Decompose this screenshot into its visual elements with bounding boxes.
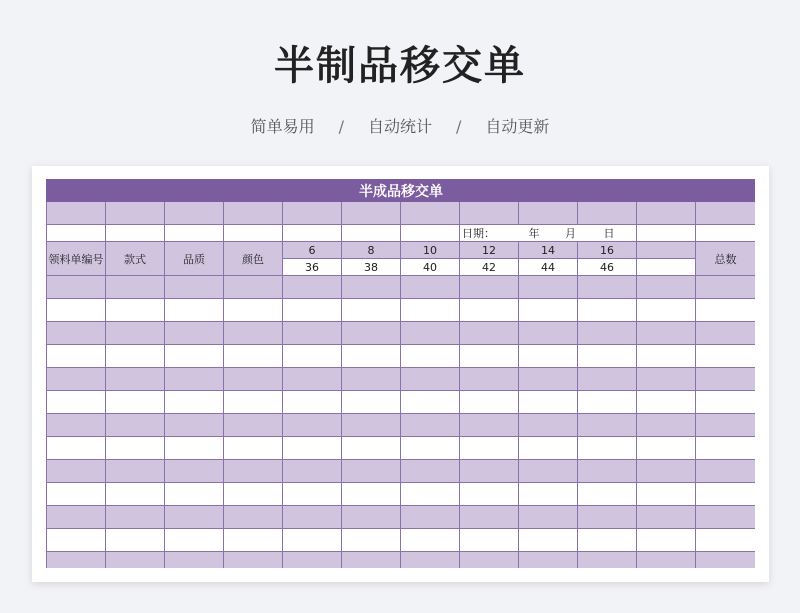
cell[interactable] bbox=[401, 299, 460, 322]
transfer-table bbox=[46, 179, 755, 568]
cell[interactable] bbox=[224, 483, 283, 506]
cell[interactable] bbox=[106, 414, 165, 437]
cell[interactable] bbox=[342, 202, 401, 225]
table-row bbox=[47, 322, 756, 345]
cell[interactable] bbox=[106, 299, 165, 322]
cell[interactable] bbox=[401, 437, 460, 460]
cell[interactable] bbox=[342, 506, 401, 529]
cell[interactable] bbox=[519, 202, 578, 225]
cell[interactable] bbox=[47, 414, 106, 437]
cell[interactable] bbox=[47, 552, 106, 569]
cell[interactable] bbox=[224, 322, 283, 345]
cell[interactable] bbox=[519, 483, 578, 506]
cell[interactable] bbox=[47, 483, 106, 506]
cell[interactable] bbox=[224, 391, 283, 414]
cell[interactable] bbox=[401, 506, 460, 529]
cell[interactable] bbox=[165, 460, 224, 483]
cell[interactable] bbox=[519, 552, 578, 569]
cell[interactable] bbox=[106, 368, 165, 391]
cell[interactable] bbox=[47, 322, 106, 345]
cell[interactable] bbox=[460, 202, 519, 225]
cell[interactable] bbox=[401, 460, 460, 483]
cell[interactable] bbox=[519, 529, 578, 552]
cell[interactable] bbox=[106, 322, 165, 345]
cell[interactable] bbox=[342, 552, 401, 569]
feature-tags bbox=[0, 114, 800, 137]
date-row bbox=[47, 225, 756, 242]
cell[interactable] bbox=[460, 437, 519, 460]
cell[interactable] bbox=[106, 529, 165, 552]
cell[interactable] bbox=[47, 276, 106, 299]
size-bottom: 42 bbox=[460, 259, 519, 276]
cell[interactable] bbox=[165, 345, 224, 368]
tag-simple: 简单易用 bbox=[250, 117, 315, 136]
cell[interactable] bbox=[460, 506, 519, 529]
cell[interactable] bbox=[519, 322, 578, 345]
cell[interactable] bbox=[696, 414, 756, 437]
cell[interactable] bbox=[696, 345, 756, 368]
cell[interactable] bbox=[224, 202, 283, 225]
cell[interactable] bbox=[106, 391, 165, 414]
cell[interactable] bbox=[224, 345, 283, 368]
date-year: 年 bbox=[528, 227, 540, 240]
cell[interactable] bbox=[283, 437, 342, 460]
cell[interactable] bbox=[106, 552, 165, 569]
table-row bbox=[47, 437, 756, 460]
cell[interactable] bbox=[106, 276, 165, 299]
cell[interactable] bbox=[283, 460, 342, 483]
header-total: 总数 bbox=[696, 242, 756, 276]
cell[interactable] bbox=[401, 483, 460, 506]
size-bottom: 46 bbox=[578, 259, 637, 276]
cell[interactable] bbox=[578, 391, 637, 414]
cell[interactable] bbox=[342, 437, 401, 460]
cell[interactable] bbox=[696, 225, 756, 242]
tag-separator: / bbox=[338, 117, 344, 136]
cell[interactable] bbox=[165, 552, 224, 569]
cell[interactable] bbox=[578, 460, 637, 483]
cell[interactable] bbox=[637, 299, 696, 322]
cell[interactable] bbox=[696, 529, 756, 552]
cell[interactable] bbox=[637, 437, 696, 460]
date-month: 月 bbox=[565, 227, 576, 240]
cell[interactable] bbox=[47, 529, 106, 552]
size-top: 10 bbox=[401, 242, 460, 259]
size-bottom: 40 bbox=[401, 259, 460, 276]
cell[interactable] bbox=[401, 414, 460, 437]
cell[interactable] bbox=[696, 322, 756, 345]
date-field[interactable] bbox=[460, 225, 637, 242]
cell[interactable] bbox=[696, 276, 756, 299]
cell[interactable] bbox=[224, 552, 283, 569]
cell[interactable] bbox=[342, 368, 401, 391]
cell[interactable] bbox=[165, 437, 224, 460]
cell[interactable] bbox=[460, 529, 519, 552]
cell[interactable] bbox=[460, 414, 519, 437]
cell[interactable] bbox=[637, 414, 696, 437]
cell[interactable] bbox=[519, 391, 578, 414]
cell[interactable] bbox=[578, 529, 637, 552]
cell[interactable] bbox=[47, 345, 106, 368]
cell[interactable] bbox=[696, 460, 756, 483]
cell[interactable] bbox=[283, 299, 342, 322]
cell[interactable] bbox=[342, 391, 401, 414]
cell[interactable] bbox=[47, 391, 106, 414]
cell[interactable] bbox=[224, 368, 283, 391]
size-row-top bbox=[47, 242, 756, 259]
table-row bbox=[47, 529, 756, 552]
size-top: 6 bbox=[283, 242, 342, 259]
cell[interactable] bbox=[696, 368, 756, 391]
page-title: 半制品移交单 bbox=[274, 43, 526, 89]
cell[interactable] bbox=[283, 483, 342, 506]
cell[interactable] bbox=[637, 483, 696, 506]
cell[interactable] bbox=[637, 202, 696, 225]
cell[interactable] bbox=[224, 299, 283, 322]
cell[interactable] bbox=[578, 414, 637, 437]
cell[interactable] bbox=[460, 460, 519, 483]
cell[interactable] bbox=[696, 299, 756, 322]
header-code: 领料单编号 bbox=[47, 242, 106, 276]
cell[interactable] bbox=[342, 345, 401, 368]
cell[interactable] bbox=[401, 368, 460, 391]
cell[interactable] bbox=[519, 437, 578, 460]
data-rows bbox=[47, 276, 756, 569]
cell[interactable] bbox=[106, 225, 165, 242]
cell[interactable] bbox=[283, 345, 342, 368]
cell[interactable] bbox=[519, 345, 578, 368]
cell[interactable] bbox=[224, 460, 283, 483]
cell[interactable] bbox=[342, 276, 401, 299]
cell[interactable] bbox=[106, 460, 165, 483]
cell[interactable] bbox=[106, 483, 165, 506]
cell[interactable] bbox=[283, 276, 342, 299]
cell[interactable] bbox=[637, 506, 696, 529]
header-quality: 品质 bbox=[165, 242, 224, 276]
cell[interactable] bbox=[637, 242, 696, 259]
size-bottom: 38 bbox=[342, 259, 401, 276]
cell[interactable] bbox=[401, 552, 460, 569]
cell[interactable] bbox=[460, 483, 519, 506]
cell[interactable] bbox=[165, 506, 224, 529]
cell[interactable] bbox=[460, 276, 519, 299]
cell[interactable] bbox=[578, 299, 637, 322]
cell[interactable] bbox=[283, 391, 342, 414]
cell[interactable] bbox=[165, 299, 224, 322]
cell[interactable] bbox=[283, 368, 342, 391]
cell[interactable] bbox=[401, 391, 460, 414]
cell[interactable] bbox=[401, 529, 460, 552]
sheet-title-row bbox=[47, 180, 756, 202]
table-row bbox=[47, 414, 756, 437]
cell[interactable] bbox=[224, 437, 283, 460]
cell[interactable] bbox=[47, 506, 106, 529]
cell[interactable] bbox=[165, 529, 224, 552]
cell[interactable] bbox=[637, 460, 696, 483]
table-row bbox=[47, 506, 756, 529]
cell[interactable] bbox=[696, 437, 756, 460]
cell[interactable] bbox=[342, 483, 401, 506]
cell[interactable] bbox=[637, 322, 696, 345]
cell[interactable] bbox=[106, 437, 165, 460]
cell[interactable] bbox=[696, 506, 756, 529]
table-row bbox=[47, 299, 756, 322]
cell[interactable] bbox=[696, 552, 756, 569]
cell[interactable] bbox=[401, 225, 460, 242]
cell[interactable] bbox=[283, 414, 342, 437]
cell[interactable] bbox=[47, 437, 106, 460]
cell[interactable] bbox=[637, 345, 696, 368]
cell[interactable] bbox=[696, 202, 756, 225]
cell[interactable] bbox=[460, 345, 519, 368]
cell[interactable] bbox=[283, 552, 342, 569]
cell[interactable] bbox=[578, 322, 637, 345]
cell[interactable] bbox=[283, 202, 342, 225]
cell[interactable] bbox=[47, 368, 106, 391]
cell[interactable] bbox=[47, 299, 106, 322]
cell[interactable] bbox=[342, 414, 401, 437]
tag-separator: / bbox=[456, 117, 462, 136]
size-top: 14 bbox=[519, 242, 578, 259]
cell[interactable] bbox=[637, 552, 696, 569]
cell[interactable] bbox=[165, 276, 224, 299]
date-day: 日 bbox=[603, 227, 615, 240]
transfer-sheet bbox=[46, 179, 755, 568]
cell[interactable] bbox=[342, 225, 401, 242]
blank-row bbox=[47, 202, 756, 225]
tag-auto-count: 自动统计 bbox=[367, 117, 432, 136]
cell[interactable] bbox=[224, 276, 283, 299]
date-label: 日期： bbox=[462, 227, 495, 240]
cell[interactable] bbox=[519, 299, 578, 322]
cell[interactable] bbox=[106, 202, 165, 225]
cell[interactable] bbox=[106, 345, 165, 368]
cell[interactable] bbox=[283, 322, 342, 345]
tag-auto-update: 自动更新 bbox=[485, 117, 550, 136]
cell[interactable] bbox=[460, 299, 519, 322]
cell[interactable] bbox=[165, 391, 224, 414]
cell[interactable] bbox=[224, 225, 283, 242]
cell[interactable] bbox=[519, 414, 578, 437]
cell[interactable] bbox=[578, 483, 637, 506]
cell[interactable] bbox=[342, 460, 401, 483]
header-color: 颜色 bbox=[224, 242, 283, 276]
cell[interactable] bbox=[578, 202, 637, 225]
cell[interactable] bbox=[165, 202, 224, 225]
cell[interactable] bbox=[578, 506, 637, 529]
cell[interactable] bbox=[106, 506, 165, 529]
cell[interactable] bbox=[519, 460, 578, 483]
cell[interactable] bbox=[460, 391, 519, 414]
cell[interactable] bbox=[637, 529, 696, 552]
cell[interactable] bbox=[401, 345, 460, 368]
cell[interactable] bbox=[578, 552, 637, 569]
size-bottom: 36 bbox=[283, 259, 342, 276]
cell[interactable] bbox=[696, 391, 756, 414]
cell[interactable] bbox=[342, 322, 401, 345]
table-row bbox=[47, 276, 756, 299]
table-row bbox=[47, 391, 756, 414]
cell[interactable] bbox=[165, 368, 224, 391]
cell[interactable] bbox=[637, 276, 696, 299]
cell[interactable] bbox=[224, 506, 283, 529]
cell[interactable] bbox=[47, 202, 106, 225]
cell[interactable] bbox=[283, 506, 342, 529]
cell[interactable] bbox=[401, 202, 460, 225]
size-top: 16 bbox=[578, 242, 637, 259]
cell[interactable] bbox=[519, 368, 578, 391]
cell[interactable] bbox=[401, 322, 460, 345]
cell[interactable] bbox=[460, 368, 519, 391]
cell[interactable] bbox=[224, 529, 283, 552]
cell[interactable] bbox=[165, 322, 224, 345]
cell[interactable] bbox=[637, 225, 696, 242]
cell[interactable] bbox=[47, 225, 106, 242]
cell[interactable] bbox=[165, 414, 224, 437]
cell[interactable] bbox=[637, 259, 696, 276]
cell[interactable] bbox=[224, 414, 283, 437]
cell[interactable] bbox=[578, 368, 637, 391]
cell[interactable] bbox=[578, 276, 637, 299]
cell[interactable] bbox=[637, 368, 696, 391]
table-row bbox=[47, 460, 756, 483]
size-bottom: 44 bbox=[519, 259, 578, 276]
cell[interactable] bbox=[637, 391, 696, 414]
cell[interactable] bbox=[47, 460, 106, 483]
cell[interactable] bbox=[342, 529, 401, 552]
cell[interactable] bbox=[283, 225, 342, 242]
size-top: 12 bbox=[460, 242, 519, 259]
cell[interactable] bbox=[460, 322, 519, 345]
table-row bbox=[47, 552, 756, 569]
cell[interactable] bbox=[519, 506, 578, 529]
cell[interactable] bbox=[578, 345, 637, 368]
size-top: 8 bbox=[342, 242, 401, 259]
cell[interactable] bbox=[519, 276, 578, 299]
cell[interactable] bbox=[578, 437, 637, 460]
table-row bbox=[47, 368, 756, 391]
cell[interactable] bbox=[460, 552, 519, 569]
cell[interactable] bbox=[283, 529, 342, 552]
sheet-title: 半成品移交单 bbox=[47, 180, 756, 202]
cell[interactable] bbox=[342, 299, 401, 322]
cell[interactable] bbox=[165, 483, 224, 506]
cell[interactable] bbox=[165, 225, 224, 242]
table-row bbox=[47, 483, 756, 506]
cell[interactable] bbox=[401, 276, 460, 299]
table-row bbox=[47, 345, 756, 368]
header-style: 款式 bbox=[106, 242, 165, 276]
cell[interactable] bbox=[696, 483, 756, 506]
spreadsheet-card bbox=[32, 166, 769, 582]
